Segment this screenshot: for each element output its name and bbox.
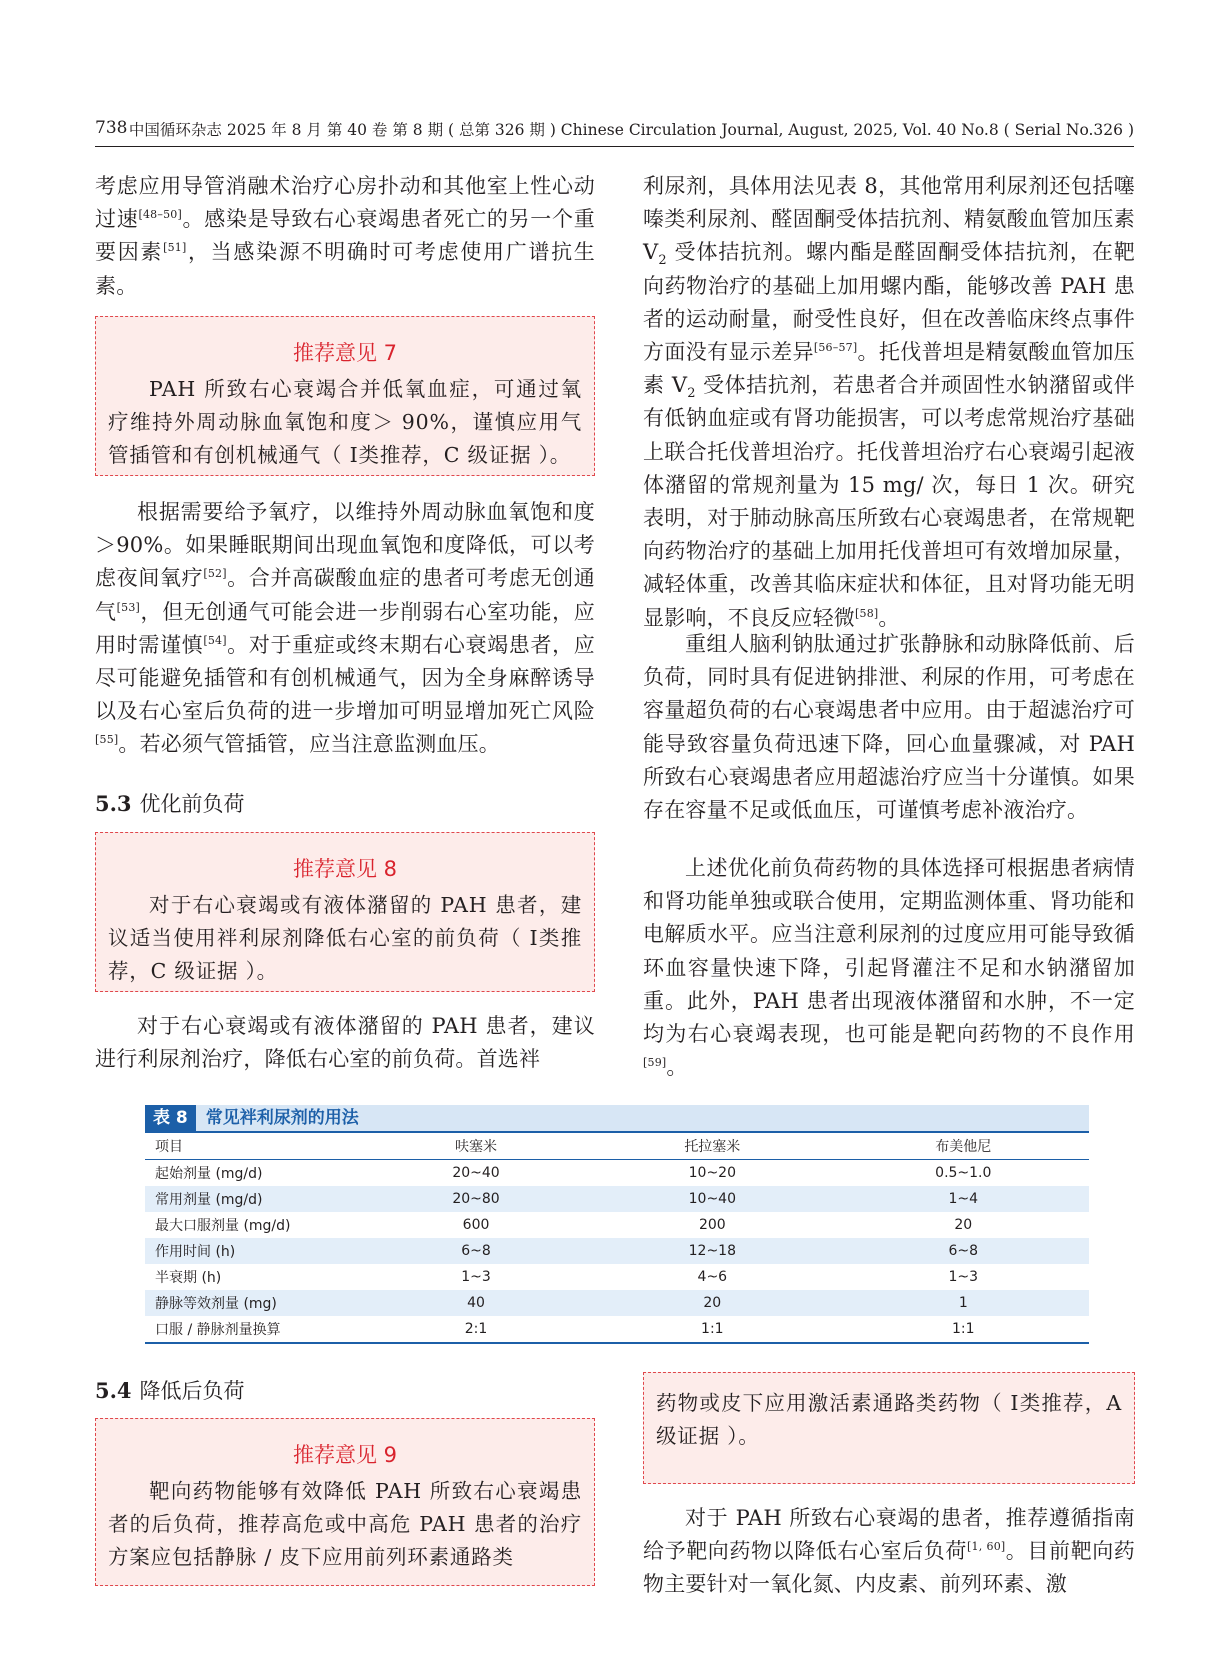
rec8-body: 对于右心衰竭或有液体潴留的 PAH 患者，建议适当使用袢利尿剂降低右心室的前负荷（ Ⅰ类推荐，C 级证据 ）。 — [108, 893, 582, 983]
page-number: 738 — [95, 118, 128, 138]
table-row: 起始剂量 (mg/d) 20~40 10~20 0.5~1.0 — [155, 1165, 992, 1182]
section-5-3 — [95, 787, 595, 821]
rec7-title: 推荐意见 7 — [292, 341, 398, 365]
table-row: 静脉等效剂量 (mg) 40 20 1 — [145, 1290, 1089, 1316]
right-para-1: 利尿剂，具体用法见表 8，其他常用利尿剂还包括噻嗪类利尿剂、醛固酮受体拮抗剂、精氨酸血管加压素 $V_2$ 受体拮抗剂。螺内酯是醛固酮受体拮抗剂，在靶向药物治疗的基础上加用螺内酯，能够改善 PAH 患者的运动耐量，耐受性良好，但在改善临床终点事件方面没有显示差异[56–57]。托伐普坦是精氨酸血管加压素 $V_2$ 受体拮抗剂，若患者合并顽固性水钠潴留或伴有低钠血症或有肾功能损害，可以考虑常规治疗基础上联合托伐普坦治疗。托伐普坦治疗右心衰竭引起液体潴留的常规剂量为 15 mg/ 次，每日 1 次。研究表明，对于肺动脉高压所致右心衰竭患者，在常规靶向药物治疗的基础上加用托伐普坦可有效增加尿量，减轻体重，改善其临床症状和体征，且对肾功能无明显影响，不良反应轻微[58]。 — [643, 174, 1135, 630]
journal-header: 中国循环杂志 2025 年 8 月 第 40 卷 第 8 期 ( 总第 326 期 ) Chinese Circulation Journal, August, 2025, Vol. 40 No.8 ( Serial No.326 ) — [128, 121, 1134, 139]
table-row: 半衰期 (h) 1~3 4~6 1~3 — [155, 1269, 979, 1286]
table-row: 口服 / 静脉剂量换算 2:1 1:1 1:1 — [145, 1316, 1089, 1343]
table-caption — [145, 1105, 1089, 1133]
table-title: 常见袢利尿剂的用法 — [196, 1105, 1089, 1131]
section-5-4-title: 降低后负荷 — [139, 1379, 245, 1403]
left-para-3: 对于右心衰竭或有液体潴留的 PAH 患者，建议进行利尿剂治疗，降低右心室的前负荷。首选袢 — [95, 1014, 595, 1072]
right-para-2: 重组人脑利钠肽通过扩张静脉和动脉降低前、后负荷，同时具有促进钠排泄、利尿的作用，可考虑在容量超负荷的右心衰竭患者中应用。由于超滤治疗可能导致容量负荷迅速下降，回心血量骤减，对 PAH 所致右心衰竭患者应用超滤治疗应当十分谨慎。如果存在容量不足或低血压，可谨慎考虑补液治疗。 — [643, 632, 1135, 823]
header-rule — [95, 146, 1134, 147]
table-row: 作用时间 (h) 6~8 12~18 6~8 — [145, 1238, 1089, 1264]
header-torasemide: 托拉塞米 — [587, 1133, 838, 1160]
right-para-3: 上述优化前负荷药物的具体选择可根据患者病情和肾功能单独或联合使用，定期监测体重、肾功能和电解质水平。应当注意利尿剂的过度应用可能导致循环血容量快速下降，引起肾灌注不足和水钠潴留加重。此外，PAH 患者出现液体潴留和水肿，不一定均为右心衰竭表现，也可能是靶向药物的不良作用[59]。 — [643, 856, 1135, 1080]
recommendation-7 — [95, 316, 595, 476]
section-5-4 — [95, 1374, 595, 1408]
section-5-4-number: 5.4 — [95, 1378, 132, 1403]
section-5-3-title: 优化前负荷 — [139, 792, 245, 816]
header-bumetanide: 布美他尼 — [838, 1133, 1089, 1160]
diuretics-table — [145, 1133, 1089, 1344]
right-bottom-para: 对于 PAH 所致右心衰竭的患者，推荐遵循指南给予靶向药物以降低右心室后负荷[1, 60]。目前靶向药物主要针对一氧化氮、内皮素、前列环素、激 — [643, 1506, 1135, 1597]
table-8 — [145, 1105, 1089, 1344]
rec9-body-left: 靶向药物能够有效降低 PAH 所致右心衰竭患者的后负荷，推荐高危或中高危 PAH 患者的治疗方案应包括静脉 / 皮下应用前列环素通路类 — [108, 1479, 582, 1569]
header-item: 项目 — [145, 1133, 365, 1160]
rec8-title: 推荐意见 8 — [292, 857, 398, 881]
section-5-3-number: 5.3 — [95, 791, 132, 816]
table-row: 常用剂量 (mg/d) 20~80 10~40 1~4 — [145, 1186, 1089, 1212]
recommendation-9-continued — [643, 1372, 1135, 1484]
rec9-body-right: 药物或皮下应用激活素通路类药物（ Ⅰ类推荐，A 级证据 ）。 — [656, 1391, 1122, 1448]
table-number: 表 8 — [145, 1105, 196, 1131]
left-para-2: 根据需要给予氧疗，以维持外周动脉血氧饱和度＞90%。如果睡眠期间出现血氧饱和度降低，可以考虑夜间氧疗[52]。合并高碳酸血症的患者可考虑无创通气[53]，但无创通气可能会进一步削弱右心室功能，应用时需谨慎[54]。对于重症或终末期右心衰竭患者，应尽可能避免插管和有创机械通气，因为全身麻醉诱导以及右心室后负荷的进一步增加可明显增加死亡风险[55]。若必须气管插管，应当注意监测血压。 — [95, 500, 596, 757]
rec9-title: 推荐意见 9 — [292, 1443, 398, 1467]
rec7-body: PAH 所致右心衰竭合并低氧血症，可通过氧疗维持外周动脉血氧饱和度＞ 90%，谨慎应用气管插管和有创机械通气（ Ⅰ类推荐，C 级证据 ）。 — [108, 377, 582, 467]
table-row: 最大口服剂量 (mg/d) 600 200 20 — [155, 1217, 973, 1234]
table-header-row — [145, 1133, 1089, 1160]
header-furosemide: 呋塞米 — [365, 1133, 587, 1160]
left-para-1: 考虑应用导管消融术治疗心房扑动和其他室上性心动过速[48–50]。感染是导致右心衰竭患者死亡的另一个重要因素[51]，当感染源不明确时可考虑使用广谱抗生素。 — [95, 174, 595, 298]
recommendation-9 — [95, 1418, 595, 1586]
recommendation-8 — [95, 832, 595, 992]
